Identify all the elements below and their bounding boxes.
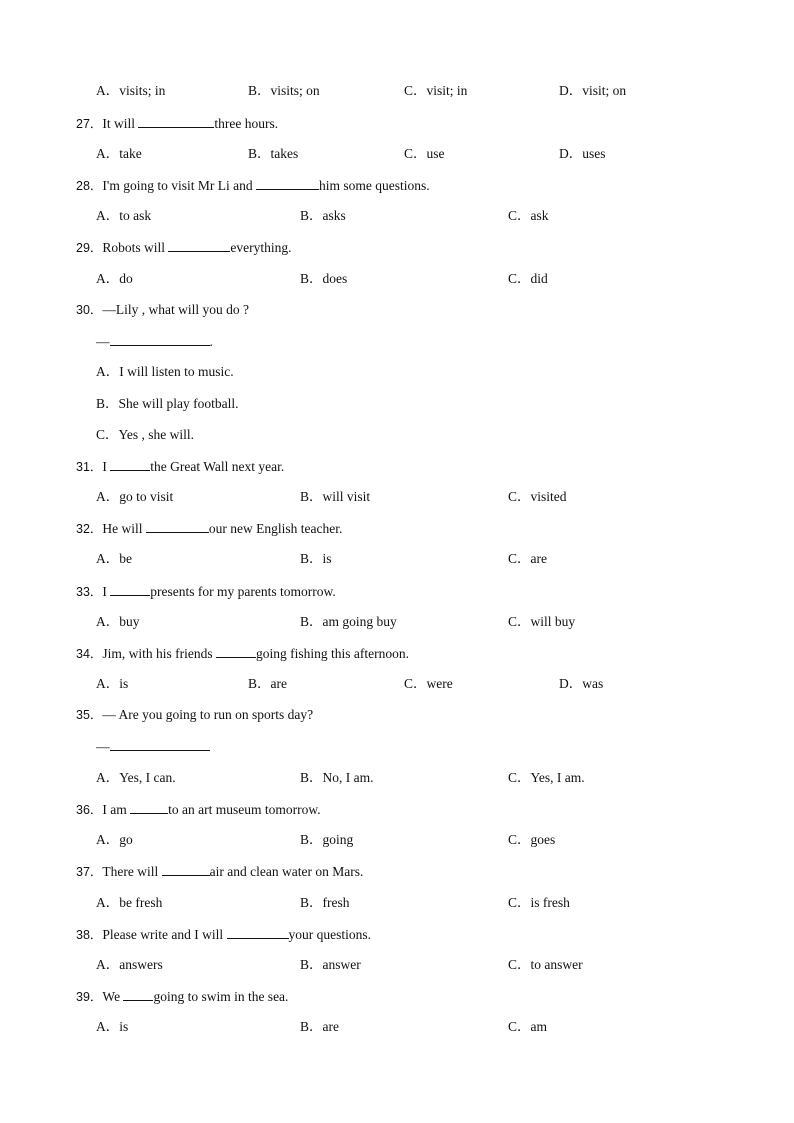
question-text: He will xyxy=(102,521,146,536)
option-b: B．answer xyxy=(300,957,361,972)
question-number: 30． xyxy=(76,303,103,317)
reply-dash: — xyxy=(96,739,110,754)
q34-options xyxy=(0,674,794,694)
answer-blank[interactable] xyxy=(146,518,209,533)
option-b: B．are xyxy=(300,1019,339,1034)
question-number: 37． xyxy=(76,865,103,879)
question-34 xyxy=(0,643,794,663)
option-b: B．am going buy xyxy=(300,614,397,629)
option-c: C．goes xyxy=(508,832,556,847)
q37-options xyxy=(0,893,794,913)
q31-options xyxy=(0,487,794,507)
question-text: —Lily , what will you do ? xyxy=(102,302,250,317)
reply-dash: — xyxy=(96,334,110,349)
question-text: It will xyxy=(102,116,139,131)
option-a: A．go xyxy=(96,832,133,847)
question-text: I xyxy=(102,584,111,599)
option-c: C．Yes, I am. xyxy=(508,770,585,785)
option-b: B．will visit xyxy=(300,489,371,504)
question-text-after: three hours. xyxy=(214,116,279,131)
option-d: D．was xyxy=(559,676,604,691)
question-text: I am xyxy=(102,802,131,817)
q32-options xyxy=(0,549,794,569)
question-text: I'm going to visit Mr Li and xyxy=(102,178,256,193)
question-31 xyxy=(0,456,794,476)
question-text-after: the Great Wall next year. xyxy=(150,459,285,474)
question-text-after: everything. xyxy=(230,240,292,255)
question-text-after: air and clean water on Mars. xyxy=(209,864,364,879)
option-b: B．No, I am. xyxy=(300,770,374,785)
question-number: 28． xyxy=(76,179,103,193)
option-c: C．are xyxy=(508,551,547,566)
option-a: A．I will listen to music. xyxy=(96,364,234,379)
answer-blank[interactable] xyxy=(162,861,210,876)
q38-options xyxy=(0,955,794,975)
question-text-after: your questions. xyxy=(288,927,371,942)
option-c: C．am xyxy=(508,1019,547,1034)
option-a: A．visits; in xyxy=(96,83,166,98)
question-number: 27． xyxy=(76,117,103,131)
option-a: A．do xyxy=(96,271,133,286)
q26-options xyxy=(0,81,794,101)
answer-blank[interactable] xyxy=(227,924,289,939)
question-number: 36． xyxy=(76,803,103,817)
option-a: A．is xyxy=(96,676,129,691)
option-b: B．does xyxy=(300,271,348,286)
option-c: C．did xyxy=(508,271,548,286)
option-a: A．buy xyxy=(96,614,140,629)
option-b: B．is xyxy=(300,551,332,566)
answer-blank[interactable] xyxy=(110,581,150,596)
question-number: 38． xyxy=(76,928,103,942)
option-a: A．take xyxy=(96,146,142,161)
question-text-after: our new English teacher. xyxy=(208,521,343,536)
question-text: Please write and I will xyxy=(102,927,227,942)
question-number: 32． xyxy=(76,522,103,536)
option-a: A．is xyxy=(96,1019,129,1034)
answer-blank[interactable] xyxy=(256,175,319,190)
question-29 xyxy=(0,237,794,257)
option-c: C．use xyxy=(404,146,445,161)
answer-blank[interactable] xyxy=(138,113,214,128)
option-c: C．visited xyxy=(508,489,567,504)
question-30 xyxy=(0,300,794,320)
question-text: — Are you going to run on sports day? xyxy=(102,707,314,722)
option-b: B．visits; on xyxy=(248,83,320,98)
question-number: 39． xyxy=(76,990,103,1004)
question-number: 35． xyxy=(76,708,103,722)
option-b: B．fresh xyxy=(300,895,350,910)
q30-option-c xyxy=(0,425,794,445)
answer-blank[interactable] xyxy=(110,736,210,751)
option-b: B．going xyxy=(300,832,354,847)
option-a: A．to ask xyxy=(96,208,152,223)
question-number: 33． xyxy=(76,585,103,599)
question-text-after: him some questions. xyxy=(318,178,430,193)
question-text: We xyxy=(102,989,124,1004)
answer-blank[interactable] xyxy=(168,237,230,252)
question-text: Robots will xyxy=(102,240,169,255)
option-a: A．go to visit xyxy=(96,489,174,504)
question-text-after: presents for my parents tomorrow. xyxy=(150,584,336,599)
question-text-after: going fishing this afternoon. xyxy=(256,646,410,661)
question-text: Jim, with his friends xyxy=(102,646,217,661)
option-d: D．visit; on xyxy=(559,83,627,98)
option-a: A．Yes, I can. xyxy=(96,770,176,785)
q39-options xyxy=(0,1017,794,1037)
option-c: C．to answer xyxy=(508,957,583,972)
question-38 xyxy=(0,924,794,944)
question-32 xyxy=(0,518,794,538)
question-text: I xyxy=(102,459,111,474)
q30-option-a xyxy=(0,362,794,382)
question-36 xyxy=(0,799,794,819)
option-b: B．She will play football. xyxy=(96,396,239,411)
q35-reply xyxy=(0,736,794,756)
answer-blank[interactable] xyxy=(123,986,153,1001)
option-c: C．will buy xyxy=(508,614,576,629)
answer-blank[interactable] xyxy=(130,799,168,814)
q27-options xyxy=(0,144,794,164)
option-b: B．takes xyxy=(248,146,299,161)
q30-reply xyxy=(0,331,794,351)
question-number: 34． xyxy=(76,647,103,661)
q29-options xyxy=(0,269,794,289)
option-a: A．answers xyxy=(96,957,163,972)
option-c: C．ask xyxy=(508,208,549,223)
q28-options xyxy=(0,206,794,226)
option-a: A．be fresh xyxy=(96,895,163,910)
q33-options xyxy=(0,612,794,632)
q36-options xyxy=(0,830,794,850)
q35-options xyxy=(0,768,794,788)
question-33 xyxy=(0,581,794,601)
option-c: C．visit; in xyxy=(404,83,468,98)
option-b: B．asks xyxy=(300,208,346,223)
option-b: B．are xyxy=(248,676,287,691)
option-c: C．is fresh xyxy=(508,895,570,910)
reply-end: . xyxy=(209,334,213,349)
question-number: 29． xyxy=(76,241,103,255)
question-28 xyxy=(0,175,794,195)
question-35 xyxy=(0,705,794,725)
answer-blank[interactable] xyxy=(110,331,210,346)
option-d: D．uses xyxy=(559,146,606,161)
question-27 xyxy=(0,113,794,133)
question-text-after: going to swim in the sea. xyxy=(153,989,289,1004)
answer-blank[interactable] xyxy=(110,456,150,471)
question-text: There will xyxy=(102,864,162,879)
option-c: C．were xyxy=(404,676,453,691)
question-text-after: to an art museum tomorrow. xyxy=(168,802,321,817)
question-39 xyxy=(0,986,794,1006)
q30-option-b xyxy=(0,394,794,414)
answer-blank[interactable] xyxy=(216,643,256,658)
question-37 xyxy=(0,861,794,881)
option-c: C．Yes , she will. xyxy=(96,427,195,442)
question-number: 31． xyxy=(76,460,103,474)
option-a: A．be xyxy=(96,551,132,566)
